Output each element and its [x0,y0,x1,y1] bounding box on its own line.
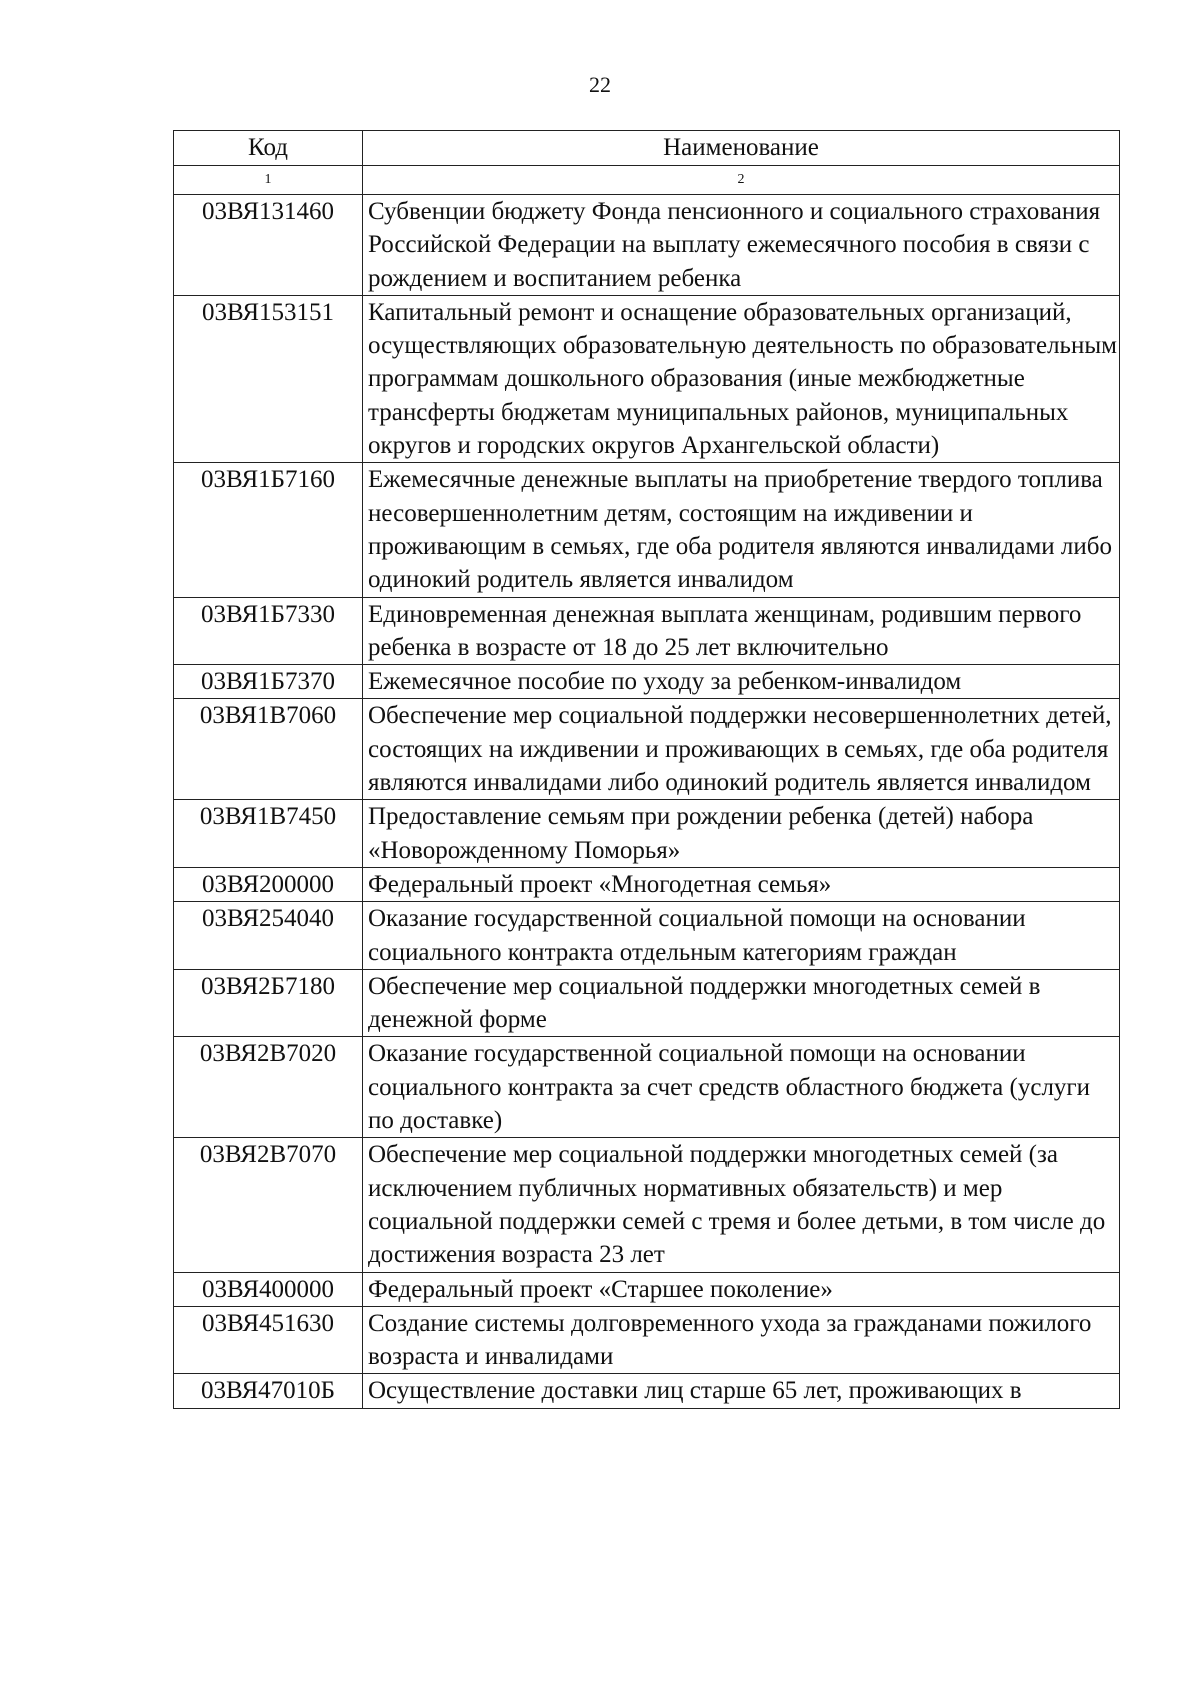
table-row [174,295,1120,462]
table-body [174,195,1120,1409]
row-code: 03ВЯ1Б7160 [174,463,363,597]
table-header [174,131,1120,195]
column-number-row [174,166,1120,195]
row-name: Создание системы долговременного ухода за гражданами пожилого возраста и инвалидами [363,1306,1120,1374]
row-code: 03ВЯ1В7450 [174,800,363,868]
row-name: Оказание государственной социальной помощи на основании социального контракта отдельным категориям граждан [363,902,1120,970]
row-code: 03ВЯ47010Б [174,1374,363,1408]
table-row [174,902,1120,970]
row-code: 03ВЯ254040 [174,902,363,970]
page-number: 22 [589,72,611,97]
row-name: Обеспечение мер социальной поддержки многодетных семей (за исключением публичных нормативных обязательств) и мер социальной поддержки семей с тремя и более детьми, в том числе до достижения возраста 23 лет [363,1138,1120,1272]
row-name: Ежемесячное пособие по уходу за ребенком-инвалидом [363,665,1120,699]
budget-codes-table [173,130,1120,1409]
table-row [174,597,1120,665]
row-name: Оказание государственной социальной помощи на основании социального контракта за счет средств областного бюджета (услуги по доставке) [363,1037,1120,1138]
column-header-code: Код [174,131,363,166]
row-code: 03ВЯ200000 [174,867,363,901]
row-name: Единовременная денежная выплата женщинам, родившим первого ребенка в возрасте от 18 до 25 лет включительно [363,597,1120,665]
table-row [174,867,1120,901]
row-name: Капитальный ремонт и оснащение образовательных организаций, осуществляющих образовательную деятельность по образовательным программам дошкольного образования (иные межбюджетные трансферты бюджетам муниципальных районов, муниципальных округов и городских округов Архангельской области) [363,295,1120,462]
table-row [174,1138,1120,1272]
row-code: 03ВЯ1В7060 [174,699,363,800]
row-code: 03ВЯ2В7070 [174,1138,363,1272]
row-code: 03ВЯ2В7020 [174,1037,363,1138]
row-code: 03ВЯ400000 [174,1272,363,1306]
row-name: Обеспечение мер социальной поддержки несовершеннолетних детей, состоящих на иждивении и проживающих в семьях, где оба родителя являются инвалидами либо одинокий родитель является инвалидом [363,699,1120,800]
header-row [174,131,1120,166]
column-number-1: 1 [174,166,363,195]
table-row [174,463,1120,597]
table-row [174,969,1120,1037]
row-name: Осуществление доставки лиц старше 65 лет, проживающих в [363,1374,1120,1408]
column-header-name: Наименование [363,131,1120,166]
table-row [174,195,1120,296]
table-row [174,665,1120,699]
table-row [174,1374,1120,1408]
table-row [174,699,1120,800]
row-name: Федеральный проект «Многодетная семья» [363,867,1120,901]
row-code: 03ВЯ2Б7180 [174,969,363,1037]
row-code: 03ВЯ131460 [174,195,363,296]
table-row [174,1306,1120,1374]
row-name: Ежемесячные денежные выплаты на приобретение твердого топлива несовершеннолетним детям, состоящим на иждивении и проживающим в семьях, где оба родителя являются инвалидами либо одинокий родитель является инвалидом [363,463,1120,597]
row-name: Субвенции бюджету Фонда пенсионного и социального страхования Российской Федерации на выплату ежемесячного пособия в связи с рождением и воспитанием ребенка [363,195,1120,296]
column-number-2: 2 [363,166,1120,195]
table-row [174,1037,1120,1138]
row-name: Федеральный проект «Старшее поколение» [363,1272,1120,1306]
table-row [174,800,1120,868]
row-code: 03ВЯ1Б7330 [174,597,363,665]
row-code: 03ВЯ451630 [174,1306,363,1374]
row-name: Предоставление семьям при рождении ребенка (детей) набора «Новорожденному Поморья» [363,800,1120,868]
table-row [174,1272,1120,1306]
row-code: 03ВЯ1Б7370 [174,665,363,699]
row-name: Обеспечение мер социальной поддержки многодетных семей в денежной форме [363,969,1120,1037]
row-code: 03ВЯ153151 [174,295,363,462]
